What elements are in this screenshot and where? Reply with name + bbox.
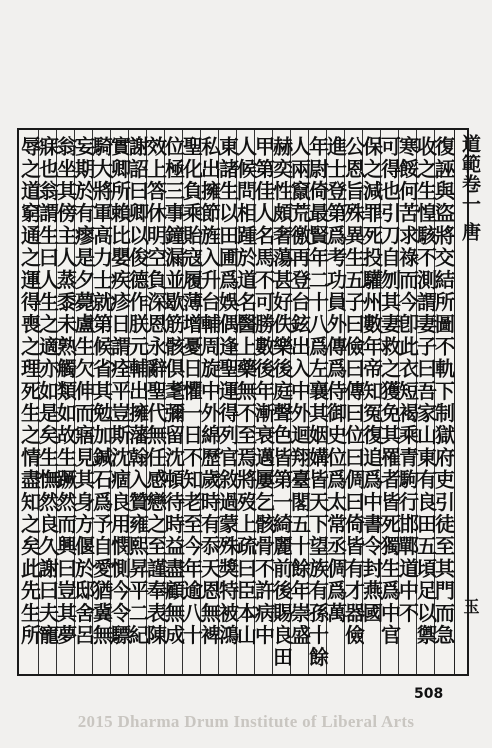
column-text: 騎大將軍高力士就第候省其勉加鍼石爲予自愛猶冀無 [89, 136, 114, 647]
page-header [454, 130, 485, 674]
column-text: 保之減罪死投驩州數年帝知冤復追爲中書令封燕國 [359, 136, 384, 625]
column-text: 實卿所賴比嬰疾疹日謂痊平豈斯沈痼良用憫惻今令驃 [107, 136, 132, 647]
column-text: 寐也翁謂生曰人生之適亦如是矣生憮然良久謝曰夫寵 [35, 136, 60, 647]
column-text: 甲第佳人名馬不可勝數後年漸衰邁屢乞骸骨不許病中 [251, 136, 276, 647]
column-text: 東諸生以田圃爲娛偶逢聖運得列官敘過蒙殊獎特被鴻 [215, 136, 240, 647]
column-text: 位極三事鐘漏並歇筋骸俱耄彌留沈頓待時益盡顧無成 [161, 136, 186, 647]
page-number: 508 [414, 686, 444, 702]
column-text: 寒餒何苦求祿而今卽此衣短褐乘青駒行邯鄲道中不 [395, 136, 420, 625]
column-text: 赫奕性頗奢蕩甚好佚樂後庭聲色皆第一綺麗前後賜良田 [269, 136, 294, 669]
header-title: 道範卷一 唐 [459, 134, 481, 242]
header-folio: 玉 [461, 598, 480, 614]
text-column [17, 130, 42, 674]
text-frame [17, 128, 481, 676]
column-text: 翁坐其傍主人蒸黍未熟觸類如故生蹶然而興曰豈其夢 [53, 136, 78, 647]
column-text: 效上答休明空負深恩永辭聖代無任感戀之至謹奉表陳 [143, 136, 168, 647]
text-columns [17, 130, 456, 674]
column-text: 人兩竄荒徼再登台鉉出入中外迴翔臺閣五十餘年崇盛 [287, 136, 312, 647]
column-text: 公恩旨殊異生五子曰儉曰傳曰位曰倜曰倚皆有才器儉 [341, 136, 366, 647]
column-text: 人候問相踵於道名醫上藥無不至焉將歿上疏曰臣本山 [233, 136, 258, 647]
column-text: 辱之道窮通之運得喪之理死生之情盡知之矣此先生所 [17, 136, 42, 647]
watermark: 2015 Dharma Drum Institute of Liberal Arts [77, 712, 415, 731]
column-text: 年尉倚最賢年二十八爲左襄其姻媾皆天下望族有孫十餘 [305, 136, 330, 669]
column-text: 聖化負乘貽寇履薄增憂日懼一日不知老至今年逾八十 [179, 136, 204, 647]
column-text: 收之生惶駭不測謂妻子曰吾家山東有良田五頃足以禦 [413, 136, 438, 647]
column-text: 復誣與盜將交結所圖不軌下制獄府吏引徒至其門而急 [431, 136, 456, 647]
column-text: 進士登第爲考功員外傳爲侍御史位爲太常丞倜爲萬 [323, 136, 348, 625]
column-text: 謝詔曰卿以俊德作朕元輔出擁藩翰入贊雍熙昇平二紀 [125, 136, 150, 647]
column-text: 私出擁節旌入升台輔周旋中外綿歷歲時有忝天恩無裨 [197, 136, 222, 647]
column-text: 妄期於有瘳是夕薨盧生欠伸而寤見其身方偃於邸舍呂 [71, 136, 96, 647]
column-text: 可得也引刀自刎其妻救之獲免其罹者皆死獨生爲中官 [377, 136, 402, 647]
